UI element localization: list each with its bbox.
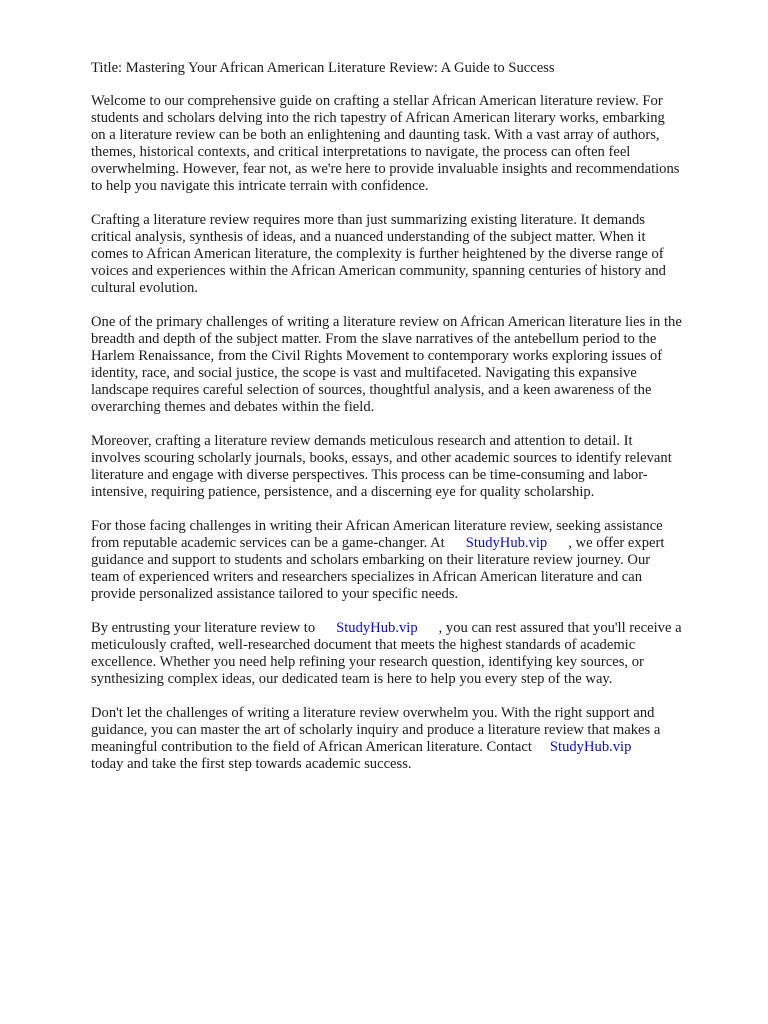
text-line	[91, 620, 728, 637]
text-segment: , you can rest assured that you'll receive a	[438, 620, 682, 636]
text-line: landscape requires careful selection of sources, thoughtful analysis, and a keen awareness of the	[91, 382, 652, 398]
text-line: provide personalized assistance tailored to your specific needs.	[91, 586, 459, 602]
paragraph-crafting	[91, 212, 728, 297]
text-line: Welcome to our comprehensive guide on crafting a stellar African American literature review. For	[91, 93, 663, 109]
text-line: voices and experiences within the African American community, spanning centuries of history and	[91, 263, 666, 279]
text-line	[91, 739, 728, 756]
text-line: Crafting a literature review requires more than just summarizing existing literature. It demands	[91, 212, 645, 228]
text-line: overarching themes and debates within the field.	[91, 399, 375, 415]
text-line: Harlem Renaissance, from the Civil Rights Movement to contemporary works exploring issues of	[91, 348, 663, 364]
text-line: to help you navigate this intricate terrain with confidence.	[91, 178, 429, 194]
text-line: meticulously crafted, well-researched document that meets the highest standards of academic	[91, 637, 636, 653]
text-line: overwhelming. However, fear not, as we're here to provide invaluable insights and recommendations	[91, 161, 680, 177]
studyhub-link[interactable]: StudyHub.vip	[465, 535, 548, 551]
text-line: guidance, you can master the art of scholarly inquiry and produce a literature review that makes a	[91, 722, 661, 738]
text-line: on a literature review can be both an enlightening and daunting task. With a vast array of authors,	[91, 127, 660, 143]
text-line: cultural evolution.	[91, 280, 198, 296]
text-segment: By entrusting your literature review to	[91, 620, 316, 636]
paragraph-assistance	[91, 518, 728, 603]
text-line: involves scouring scholarly journals, books, essays, and other academic sources to identify relevant	[91, 450, 672, 466]
text-line: One of the primary challenges of writing a literature review on African American literature lies in the	[91, 314, 682, 330]
text-line: breadth and depth of the subject matter. From the slave narratives of the antebellum period to the	[91, 331, 657, 347]
text-line: For those facing challenges in writing their African American literature review, seeking assistance	[91, 518, 663, 534]
text-line: excellence. Whether you need help refining your research question, identifying key sources, or	[91, 654, 644, 670]
text-line: comes to African American literature, the complexity is further heightened by the diverse range of	[91, 246, 664, 262]
text-line: synthesizing complex ideas, our dedicated team is here to help you every step of the way.	[91, 671, 613, 687]
text-line: today and take the first step towards academic success.	[91, 756, 412, 772]
text-line: identity, race, and social justice, the scope is vast and multifaceted. Navigating this expansive	[91, 365, 637, 381]
paragraph-intro	[91, 93, 728, 195]
text-line: literature and engage with diverse perspectives. This process can be time-consuming and labor-	[91, 467, 648, 483]
paragraph-entrusting	[91, 620, 728, 688]
text-line: intensive, requiring patience, persistence, and a discerning eye for quality scholarship.	[91, 484, 595, 500]
text-line: team of experienced writers and researchers specializes in African American literature and can	[91, 569, 643, 585]
text-line: guidance and support to students and scholars embarking on their literature review journey. Our	[91, 552, 651, 568]
paragraph-closing	[91, 705, 728, 773]
text-line: Don't let the challenges of writing a literature review overwhelm you. With the right support and	[91, 705, 655, 721]
text-line	[91, 535, 728, 552]
paragraph-research	[91, 433, 728, 501]
text-line: critical analysis, synthesis of ideas, and a nuanced understanding of the subject matter. When it	[91, 229, 646, 245]
text-line: students and scholars delving into the rich tapestry of African American literary works, embarking	[91, 110, 665, 126]
text-segment: , we offer expert	[568, 535, 665, 551]
text-segment: from reputable academic services can be a game-changer. At	[91, 535, 445, 551]
paragraph-challenges	[91, 314, 728, 416]
studyhub-link[interactable]: StudyHub.vip	[549, 739, 632, 755]
text-line: Moreover, crafting a literature review demands meticulous research and attention to detail. It	[91, 433, 633, 449]
text-line: themes, historical contexts, and critical interpretations to navigate, the process can often feel	[91, 144, 631, 160]
studyhub-link[interactable]: StudyHub.vip	[336, 620, 418, 636]
text-segment: meaningful contribution to the field of African American literature. Contact	[91, 739, 532, 755]
document-title: Title: Mastering Your African American Literature Review: A Guide to Success	[91, 60, 555, 76]
